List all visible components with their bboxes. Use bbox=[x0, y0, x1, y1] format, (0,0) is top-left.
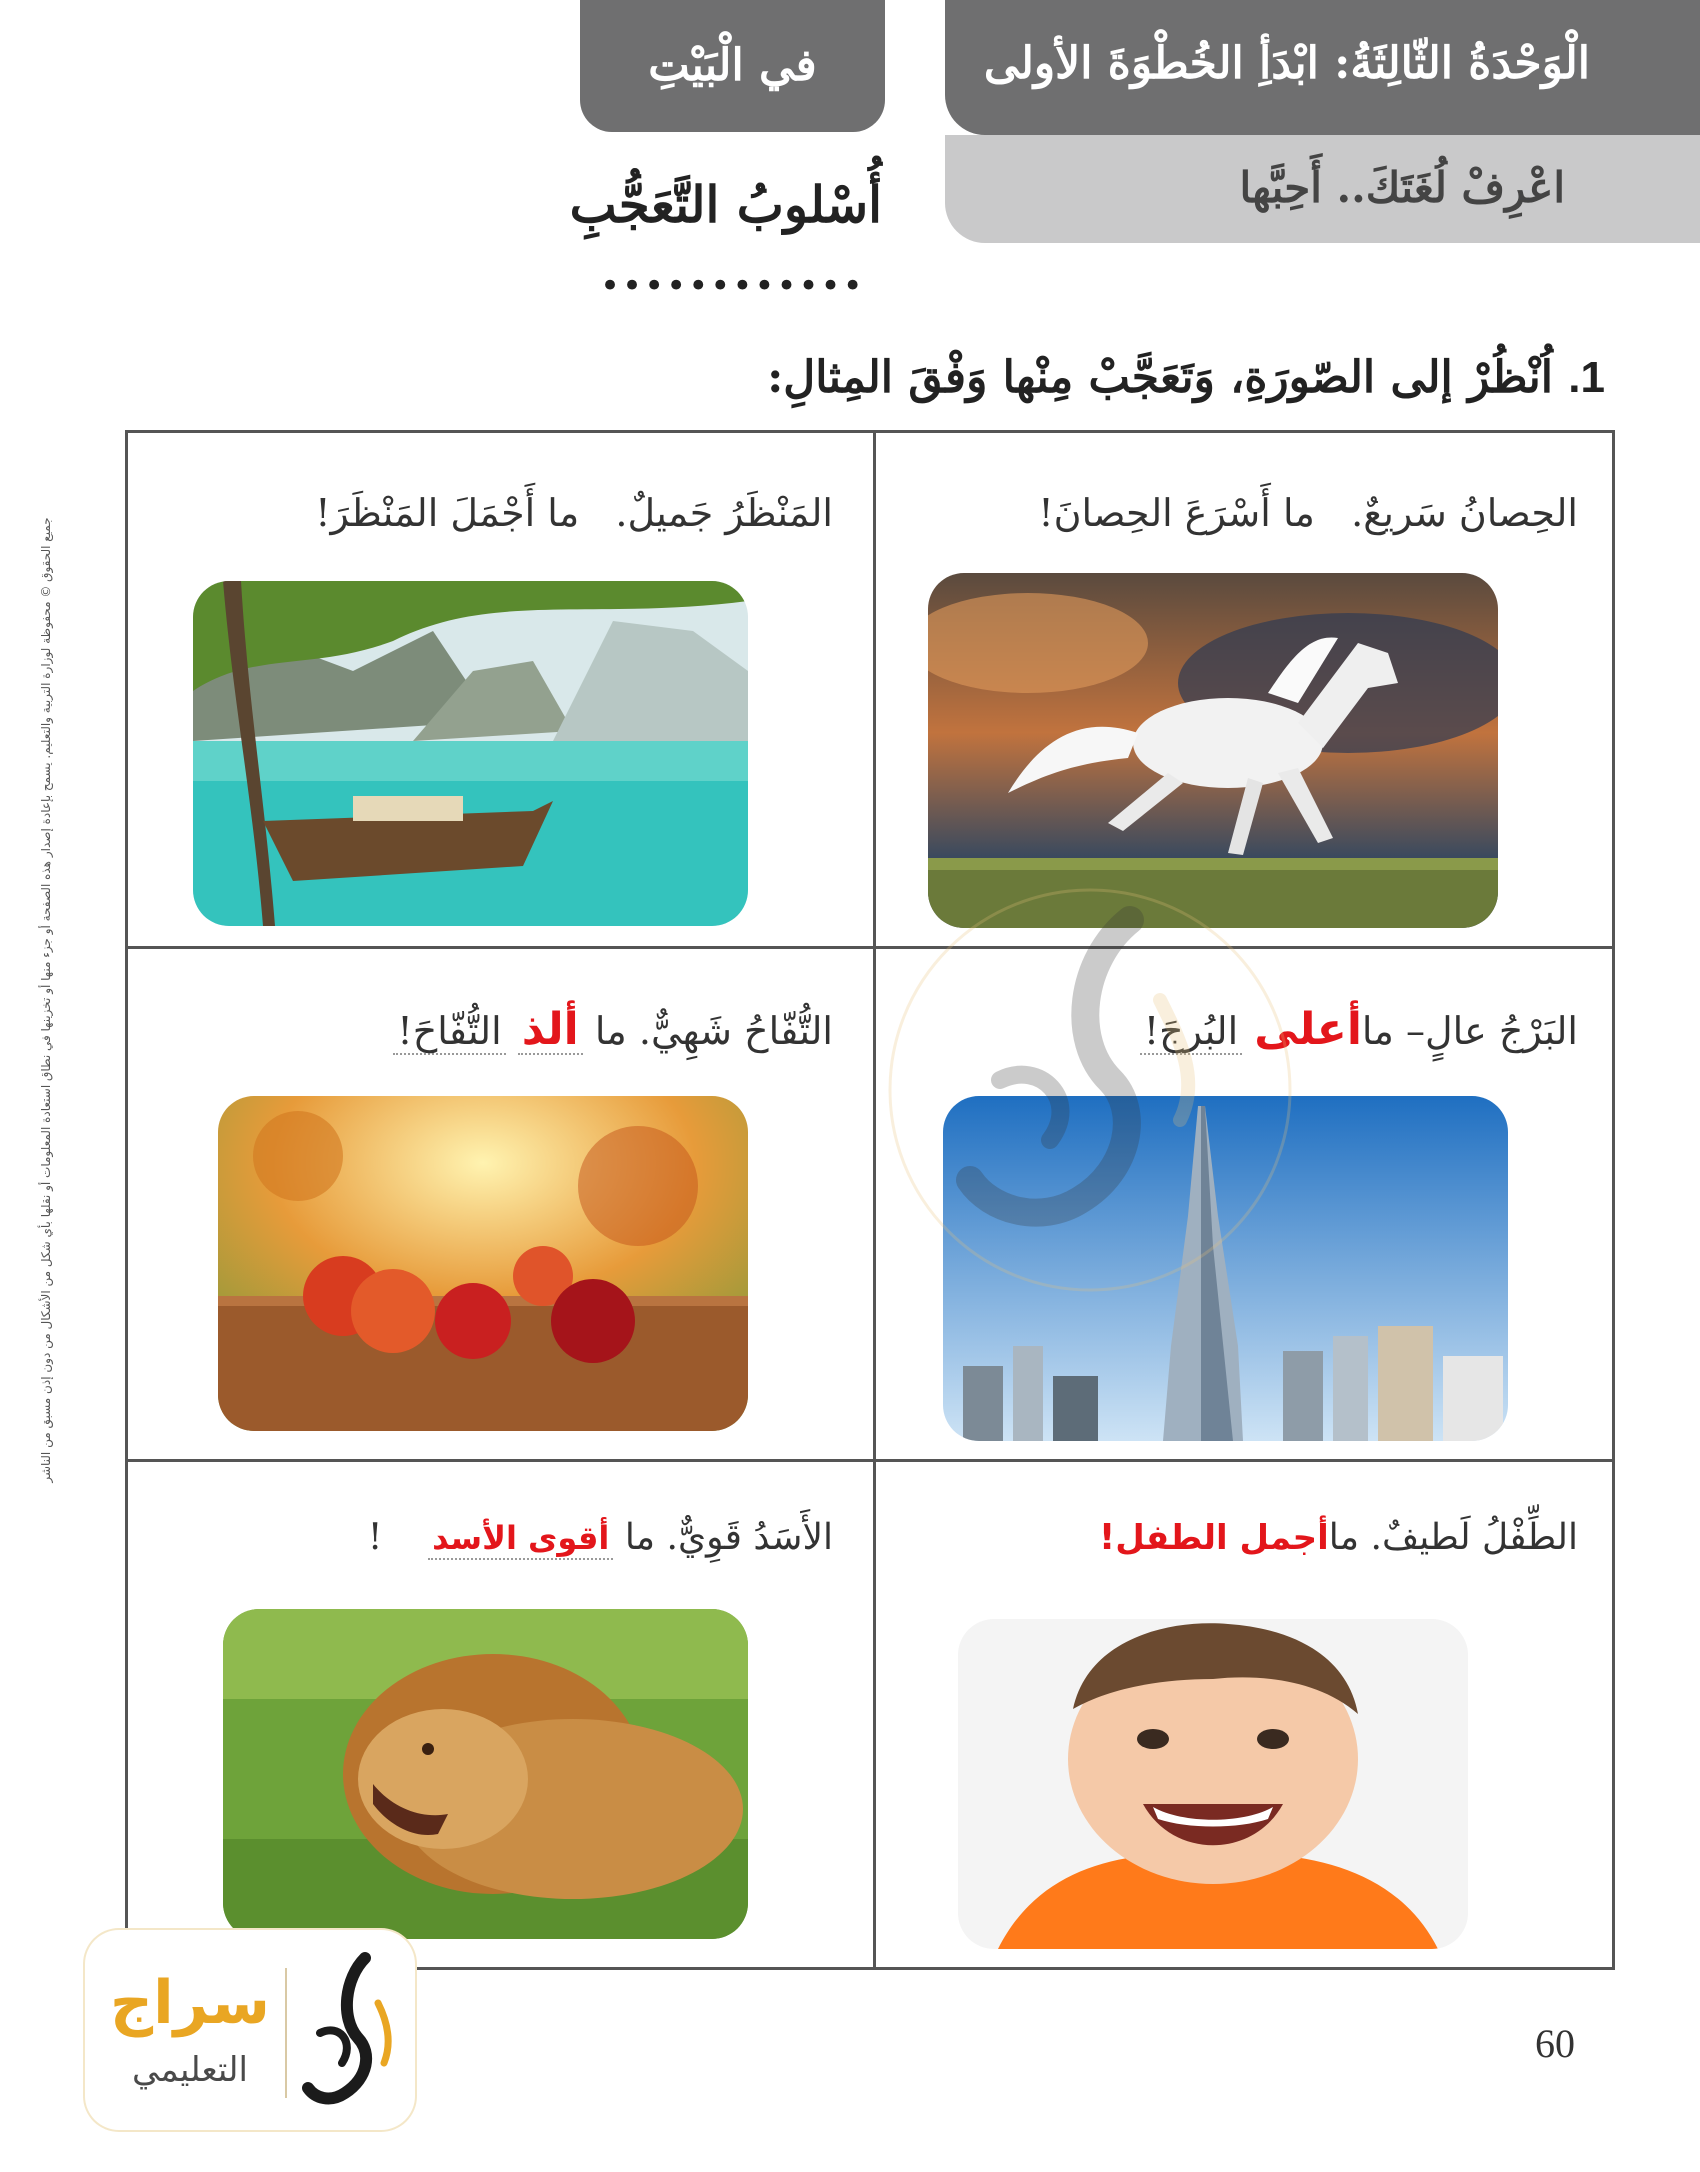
instruction-text: اُنْظُرْ إلى الصّورَةِ، وَتَعَجَّبْ مِنْها وَفْقَ المِثالِ: bbox=[767, 352, 1553, 403]
answer-text: أجمل الطفل bbox=[1115, 1518, 1329, 1558]
statement-text: الأَسَدُ قَوِيٌّ. bbox=[666, 1517, 833, 1558]
home-tab-label: في الْبَيْتِ bbox=[648, 40, 817, 91]
answer-text: أعلى bbox=[1254, 1004, 1362, 1055]
unit-subtitle: اعْرِفْ لُغَتَكَ.. أَحِبَّها bbox=[1239, 163, 1565, 212]
sraj-logo bbox=[85, 1930, 415, 2130]
apples-photo bbox=[218, 1096, 748, 1431]
exercise-grid bbox=[125, 430, 1615, 1970]
tail-text: ! bbox=[1098, 1517, 1116, 1558]
exercise-cell-lion bbox=[128, 1459, 873, 1972]
lead-word: ما bbox=[1282, 491, 1315, 535]
home-tab bbox=[580, 0, 885, 132]
exercise-cell-child bbox=[873, 1459, 1618, 1972]
unit-header bbox=[945, 0, 1700, 135]
cell-sentence bbox=[393, 1004, 833, 1055]
logo-divider bbox=[285, 1968, 287, 2098]
lesson-title: أُسْلوبُ التَّعَجُّبِ bbox=[569, 175, 882, 234]
lead-word: ما bbox=[594, 1009, 627, 1053]
subtitle-header bbox=[945, 135, 1700, 243]
statement-text: الحِصانُ سَريعٌ. bbox=[1351, 491, 1578, 535]
copyright-side-note: جميع الحقوق © محفوظة لوزارة التربية والتعليم. يسمح بإعادة إصدار هذه الصفحة أو جزء منها أو تخزينها في نطاق استعادة المعلومات أو نقلها بأي شكل من الأشكال من دون إذن مسبق من الناشر bbox=[39, 517, 53, 1483]
lead-word: ما bbox=[624, 1517, 656, 1558]
statement-text: البَرْجُ عالٍ– bbox=[1405, 1009, 1578, 1053]
lead-word: ما bbox=[1361, 1009, 1394, 1053]
statement-text: الطِّفْلُ لَطيفٌ. bbox=[1370, 1517, 1578, 1558]
title-dotted-underline: •••••••••••• bbox=[600, 276, 865, 296]
logo-calligraphy-mark bbox=[300, 1948, 405, 2113]
answer-text: أَسْرَعَ الحِصانَ! bbox=[1038, 491, 1271, 535]
logo-name: سراج bbox=[109, 1968, 271, 2038]
child-photo bbox=[958, 1619, 1468, 1949]
cell-sentence bbox=[1038, 491, 1578, 535]
tail-text: ! bbox=[367, 1517, 383, 1558]
sraj-watermark bbox=[880, 880, 1300, 1300]
exercise-cell-horse bbox=[873, 433, 1618, 946]
exercise-instruction bbox=[767, 352, 1605, 403]
cell-sentence bbox=[315, 491, 833, 535]
landscape-photo bbox=[193, 581, 748, 926]
tail-text: البُرجَ! bbox=[1140, 1009, 1242, 1055]
answer-text: ألذ bbox=[521, 1004, 579, 1055]
exercise-number: 1. bbox=[1568, 353, 1605, 402]
page-number: 60 bbox=[1535, 2021, 1575, 2066]
tail-text: التُّفّاحَ! bbox=[393, 1009, 505, 1055]
answer-text: أقوى الأسد bbox=[432, 1519, 610, 1557]
lion-photo bbox=[223, 1609, 748, 1939]
exercise-cell-apples bbox=[128, 946, 873, 1459]
lead-word: ما bbox=[1328, 1517, 1360, 1558]
cell-sentence bbox=[1099, 1517, 1578, 1558]
unit-title: الْوَحْدَةُ الثّالِثَةُ: ابْدَأِ الخُطْوَةَ الأولى bbox=[983, 38, 1590, 89]
statement-text: المَنْظَرُ جَميلٌ. bbox=[615, 491, 833, 535]
cell-sentence bbox=[368, 1517, 833, 1558]
statement-text: التُّفّاحُ شَهِيٌّ. bbox=[638, 1009, 833, 1053]
lead-word: ما bbox=[547, 491, 580, 535]
answer-text: أَجْمَلَ المَنْظَرَ! bbox=[315, 491, 536, 535]
logo-subtitle: التعليمي bbox=[132, 2050, 248, 2090]
exercise-cell-landscape bbox=[128, 433, 873, 946]
horse-photo bbox=[928, 573, 1498, 928]
